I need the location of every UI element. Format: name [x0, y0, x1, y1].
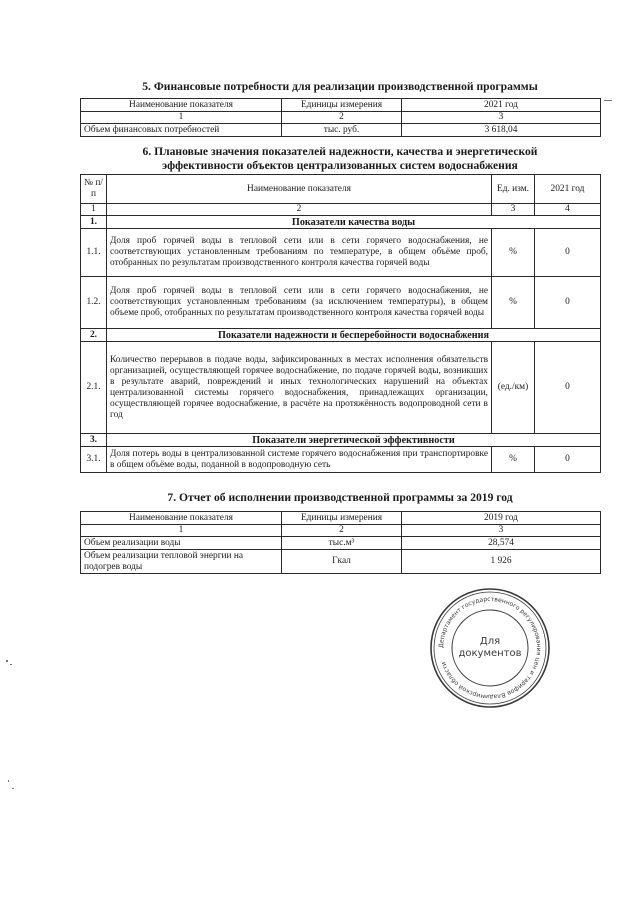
section6-title-line2: эффективности объектов централизованных систем водоснабжения: [162, 159, 518, 172]
row-number: 1.2.: [81, 277, 107, 329]
column-number: 3: [492, 204, 535, 216]
indicator-text: Доля проб горячей воды в тепловой сети или в сети горячего водоснабжения, не соответствующих установленным требованиям (за исключением температуры), в общем объеме проб, отобранных по результатам производственного контроля качества горячей воды: [107, 277, 492, 329]
scan-dot: [10, 664, 12, 665]
table-row: [81, 277, 601, 329]
unit-cell: (ед./км): [492, 342, 535, 434]
section5-table: [80, 98, 600, 137]
indicator-name: Объем реализации воды: [81, 537, 282, 550]
section7-title: 7. Отчет об исполнении производственной программы за 2019 год: [167, 491, 513, 504]
unit-cell: %: [492, 447, 535, 473]
section7-table: [80, 511, 600, 574]
group-title: Показатели качества воды: [107, 216, 601, 229]
table-row: [81, 550, 601, 574]
group-number: 1.: [81, 216, 107, 229]
group-title: Показатели энергетической эффективности: [107, 434, 601, 447]
group-row: [81, 329, 601, 342]
column-number: 2: [107, 204, 492, 216]
indicator-text: Количество перерывов в подаче воды, зафиксированных в местах исполнения обязательств организацией, осуществляющей горячее водоснабжение, по подаче горячей воды, возникших в результате аварий, повреждений и иных технологических нарушений на объектах централизованной системы горячего водоснабжения, принадлежащих организации, осуществляющей горячее водоснабжение, в расчёте на протяжённость водопроводной сети в год: [107, 342, 492, 434]
scan-dot: [6, 660, 8, 662]
value-cell: 0: [535, 342, 601, 434]
unit-cell: Гкал: [282, 550, 402, 574]
column-number: 3: [402, 112, 601, 124]
column-header-num: № п/п: [81, 175, 107, 204]
row-number: 1.1.: [81, 229, 107, 277]
column-number: 2: [282, 112, 402, 124]
column-header: Единицы измерения: [282, 512, 402, 525]
table-row: [81, 447, 601, 473]
column-header: Наименование показателя: [81, 99, 282, 112]
column-header-name: Наименование показателя: [107, 175, 492, 204]
stamp-center-line1: Для: [479, 636, 501, 647]
section6-title: [80, 145, 600, 173]
table-row: [81, 124, 601, 137]
section6-title-line1: 6. Плановые значения показателей надежности, качества и энергетической: [142, 145, 538, 158]
indicator-name: Объем финансовых потребностей: [81, 124, 282, 137]
official-stamp: [428, 586, 552, 710]
section5-title: 5. Финансовые потребности для реализации производственной программы: [142, 80, 538, 93]
column-header: Наименование показателя: [81, 512, 282, 525]
column-header-year: 2021 год: [535, 175, 601, 204]
unit-cell: тыс. руб.: [282, 124, 402, 137]
value-cell: 0: [535, 277, 601, 329]
indicator-text: Доля потерь воды в централизованной системе горячего водоснабжения при транспортировке в общем объёме воды, поданной в водопроводную сеть: [107, 447, 492, 473]
column-header: 2021 год: [402, 99, 601, 112]
group-row: [81, 216, 601, 229]
stamp-ring-text: Департамент государственного регулирования цен и тарифов Владимирской области: [437, 595, 543, 701]
row-number: 2.1.: [81, 342, 107, 434]
section6-table: [80, 174, 600, 473]
column-header-unit: Ед. изм.: [492, 175, 535, 204]
group-number: 3.: [81, 434, 107, 447]
stamp-center-line2: документов: [458, 648, 522, 659]
indicator-text: Доля проб горячей воды в тепловой сети или в сети горячего водоснабжения, не соответствующих установленным требованиям по температуре, в общем объёме проб, отобранных по результатам производственного контроля качества горячей воды: [107, 229, 492, 277]
scan-dash: [604, 100, 612, 101]
unit-cell: %: [492, 277, 535, 329]
group-number: 2.: [81, 329, 107, 342]
value-cell: 28,574: [402, 537, 601, 550]
value-cell: 1 926: [402, 550, 601, 574]
group-row: [81, 434, 601, 447]
value-cell: 0: [535, 447, 601, 473]
unit-cell: тыс.м³: [282, 537, 402, 550]
unit-cell: %: [492, 229, 535, 277]
column-header: Единицы измерения: [282, 99, 402, 112]
column-number: 1: [81, 204, 107, 216]
table-row: [81, 229, 601, 277]
table-row: [81, 342, 601, 434]
column-number: 1: [81, 525, 282, 537]
column-number: 1: [81, 112, 282, 124]
column-header: 2019 год: [402, 512, 601, 525]
value-cell: 3 618,04: [402, 124, 601, 137]
value-cell: 0: [535, 229, 601, 277]
group-title: Показатели надежности и бесперебойности водоснабжения: [107, 329, 601, 342]
column-number: 3: [402, 525, 601, 537]
scan-dot: [8, 780, 9, 782]
column-number: 4: [535, 204, 601, 216]
column-number: 2: [282, 525, 402, 537]
table-row: [81, 537, 601, 550]
row-number: 3.1.: [81, 447, 107, 473]
indicator-name: Объем реализации тепловой энергии на подогрев воды: [81, 550, 282, 574]
scan-dot: [12, 788, 14, 789]
